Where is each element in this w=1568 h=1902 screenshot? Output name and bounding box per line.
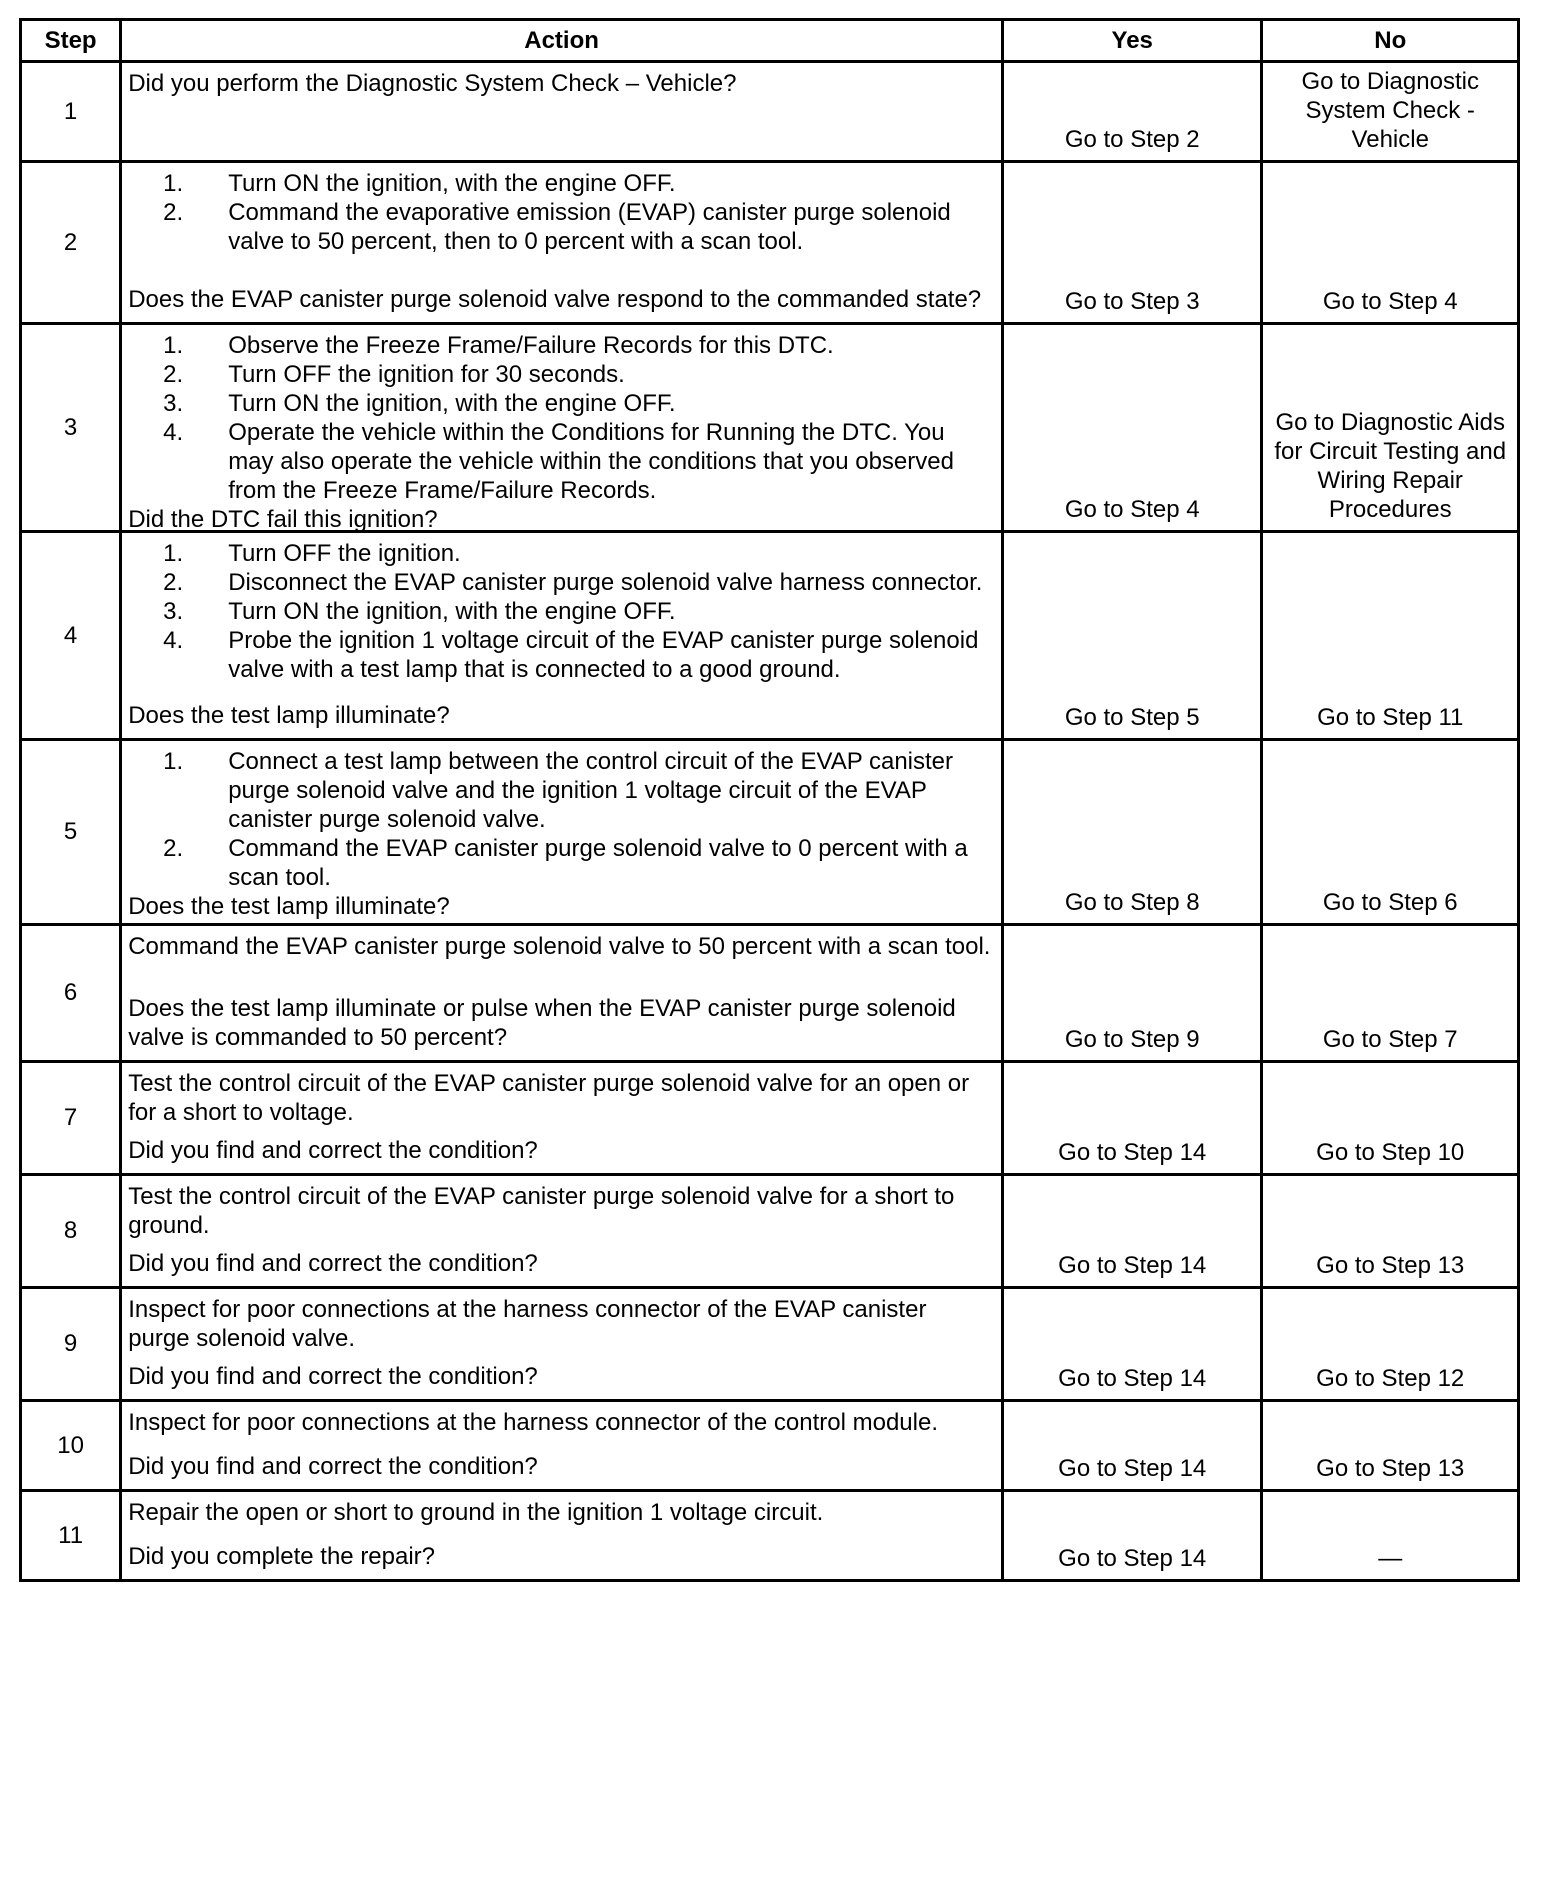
- procedure-item-number: 3.: [163, 390, 184, 417]
- procedure-item-number: 3.: [163, 598, 184, 625]
- procedure-item-number: 1.: [163, 748, 184, 775]
- procedure-item-text: Turn ON the ignition, with the engine OFF.: [228, 170, 676, 197]
- action-cell: [121, 1491, 1003, 1581]
- no-result: Go to Step 6: [1262, 740, 1519, 925]
- table-row: [21, 1491, 1519, 1581]
- table-row: [21, 1175, 1519, 1288]
- no-result: Go to Step 10: [1262, 1062, 1519, 1175]
- procedure-item: [128, 198, 993, 256]
- table-row: [21, 532, 1519, 740]
- procedure-list: [128, 747, 993, 892]
- yes-result: Go to Step 14: [1002, 1288, 1262, 1401]
- action-question: Does the test lamp illuminate?: [128, 702, 450, 729]
- procedure-item: [128, 568, 993, 597]
- step-number: 5: [21, 740, 121, 925]
- action-cell: [121, 925, 1003, 1062]
- yes-result: Go to Step 2: [1002, 62, 1262, 162]
- action-question: Did you find and correct the condition?: [128, 1250, 538, 1277]
- yes-result: Go to Step 14: [1002, 1491, 1262, 1581]
- step-number: 10: [21, 1401, 121, 1491]
- action-instruction: Inspect for poor connections at the harness connector of the EVAP canister purge solenoid valve.: [128, 1296, 927, 1352]
- action-header: Action: [121, 20, 1003, 62]
- procedure-item: [128, 418, 993, 505]
- action-cell: [121, 324, 1003, 532]
- table-row: [21, 1288, 1519, 1401]
- action-instruction: Test the control circuit of the EVAP canister purge solenoid valve for a short to ground.: [128, 1183, 955, 1239]
- action-instruction: Command the EVAP canister purge solenoid valve to 50 percent with a scan tool.: [128, 933, 991, 960]
- table-row: [21, 162, 1519, 324]
- no-result: Go to Step 11: [1262, 532, 1519, 740]
- action-question: Did you complete the repair?: [128, 1543, 436, 1570]
- procedure-list: [128, 331, 993, 505]
- procedure-item: [128, 360, 993, 389]
- no-result: Go to Step 13: [1262, 1401, 1519, 1491]
- table-row: [21, 1401, 1519, 1491]
- table-row: [21, 324, 1519, 532]
- action-instruction: Test the control circuit of the EVAP canister purge solenoid valve for an open or for a short to voltage.: [128, 1070, 970, 1126]
- table-row: [21, 925, 1519, 1062]
- action-question: Did you find and correct the condition?: [128, 1453, 538, 1480]
- step-number: 4: [21, 532, 121, 740]
- step-number: 2: [21, 162, 121, 324]
- action-cell: [121, 1175, 1003, 1288]
- action-instruction: Repair the open or short to ground in the ignition 1 voltage circuit.: [128, 1499, 824, 1526]
- no-result: Go to Step 7: [1262, 925, 1519, 1062]
- procedure-item-number: 2.: [163, 199, 184, 226]
- action-question: Does the test lamp illuminate or pulse when the EVAP canister purge solenoid valve is commanded to 50 percent?: [128, 995, 956, 1051]
- procedure-item-text: Observe the Freeze Frame/Failure Records for this DTC.: [228, 332, 834, 359]
- procedure-item-text: Turn OFF the ignition for 30 seconds.: [228, 361, 625, 388]
- action-cell: [121, 740, 1003, 925]
- procedure-item-number: 1.: [163, 332, 184, 359]
- procedure-item-text: Probe the ignition 1 voltage circuit of the EVAP canister purge solenoid valve with a test lamp that is connected to a good ground.: [228, 627, 979, 683]
- yes-result: Go to Step 9: [1002, 925, 1262, 1062]
- action-cell: [121, 1401, 1003, 1491]
- yes-result: Go to Step 4: [1002, 324, 1262, 532]
- diagnostic-table: [19, 18, 1520, 1582]
- procedure-item-number: 1.: [163, 540, 184, 567]
- procedure-item-text: Command the evaporative emission (EVAP) canister purge solenoid valve to 50 percent, then to 0 percent with a scan tool.: [228, 199, 951, 255]
- procedure-item: [128, 747, 993, 834]
- table-row: [21, 62, 1519, 162]
- procedure-item-text: Operate the vehicle within the Conditions for Running the DTC. You may also operate the vehicle within the conditions that you observed from the Freeze Frame/Failure Records.: [228, 419, 954, 504]
- no-result: Go to Diagnostic Aids for Circuit Testing and Wiring Repair Procedures: [1262, 324, 1519, 532]
- action-instruction: Inspect for poor connections at the harness connector of the control module.: [128, 1409, 938, 1436]
- table-row: [21, 740, 1519, 925]
- action-cell: [121, 532, 1003, 740]
- table-row: [21, 1062, 1519, 1175]
- procedure-list: [128, 169, 993, 256]
- procedure-item: [128, 626, 993, 684]
- no-result: —: [1262, 1491, 1519, 1581]
- yes-result: Go to Step 14: [1002, 1175, 1262, 1288]
- action-cell: [121, 1062, 1003, 1175]
- procedure-item-text: Turn OFF the ignition.: [228, 540, 461, 567]
- procedure-item-number: 4.: [163, 419, 184, 446]
- action-cell: [121, 62, 1003, 162]
- no-result: Go to Step 12: [1262, 1288, 1519, 1401]
- procedure-item: [128, 539, 993, 568]
- yes-result: Go to Step 14: [1002, 1401, 1262, 1491]
- no-result: Go to Diagnostic System Check - Vehicle: [1262, 62, 1519, 162]
- step-number: 9: [21, 1288, 121, 1401]
- no-result: Go to Step 4: [1262, 162, 1519, 324]
- procedure-item: [128, 389, 993, 418]
- procedure-item: [128, 331, 993, 360]
- action-question: Did you find and correct the condition?: [128, 1137, 538, 1164]
- no-result: Go to Step 13: [1262, 1175, 1519, 1288]
- step-number: 6: [21, 925, 121, 1062]
- procedure-item-number: 2.: [163, 835, 184, 862]
- yes-result: Go to Step 5: [1002, 532, 1262, 740]
- step-number: 8: [21, 1175, 121, 1288]
- procedure-item: [128, 597, 993, 626]
- yes-header: Yes: [1002, 20, 1262, 62]
- action-question: Does the EVAP canister purge solenoid valve respond to the commanded state?: [128, 286, 982, 313]
- yes-result: Go to Step 3: [1002, 162, 1262, 324]
- action-cell: [121, 162, 1003, 324]
- procedure-item-number: 2.: [163, 361, 184, 388]
- procedure-item-text: Turn ON the ignition, with the engine OFF.: [228, 598, 676, 625]
- procedure-item-number: 1.: [163, 170, 184, 197]
- yes-result: Go to Step 8: [1002, 740, 1262, 925]
- action-question: Did you find and correct the condition?: [128, 1363, 538, 1390]
- action-question: Did the DTC fail this ignition?: [128, 506, 438, 533]
- action-question: Does the test lamp illuminate?: [128, 893, 450, 920]
- action-cell: [121, 1288, 1003, 1401]
- step-number: 7: [21, 1062, 121, 1175]
- action-instruction: Did you perform the Diagnostic System Check – Vehicle?: [128, 70, 737, 97]
- procedure-item: [128, 169, 993, 198]
- yes-result: Go to Step 14: [1002, 1062, 1262, 1175]
- procedure-list: [128, 539, 993, 684]
- procedure-item-text: Connect a test lamp between the control circuit of the EVAP canister purge solenoid valve and the ignition 1 voltage circuit of the EVAP canister purge solenoid valve.: [228, 748, 954, 833]
- step-number: 11: [21, 1491, 121, 1581]
- step-number: 1: [21, 62, 121, 162]
- procedure-item: [128, 834, 993, 892]
- procedure-item-number: 2.: [163, 569, 184, 596]
- procedure-item-number: 4.: [163, 627, 184, 654]
- procedure-item-text: Command the EVAP canister purge solenoid valve to 0 percent with a scan tool.: [228, 835, 968, 891]
- procedure-item-text: Turn ON the ignition, with the engine OFF.: [228, 390, 676, 417]
- step-number: 3: [21, 324, 121, 532]
- header-row: [21, 20, 1519, 62]
- step-header: Step: [21, 20, 121, 62]
- no-header: No: [1262, 20, 1519, 62]
- procedure-item-text: Disconnect the EVAP canister purge solenoid valve harness connector.: [228, 569, 983, 596]
